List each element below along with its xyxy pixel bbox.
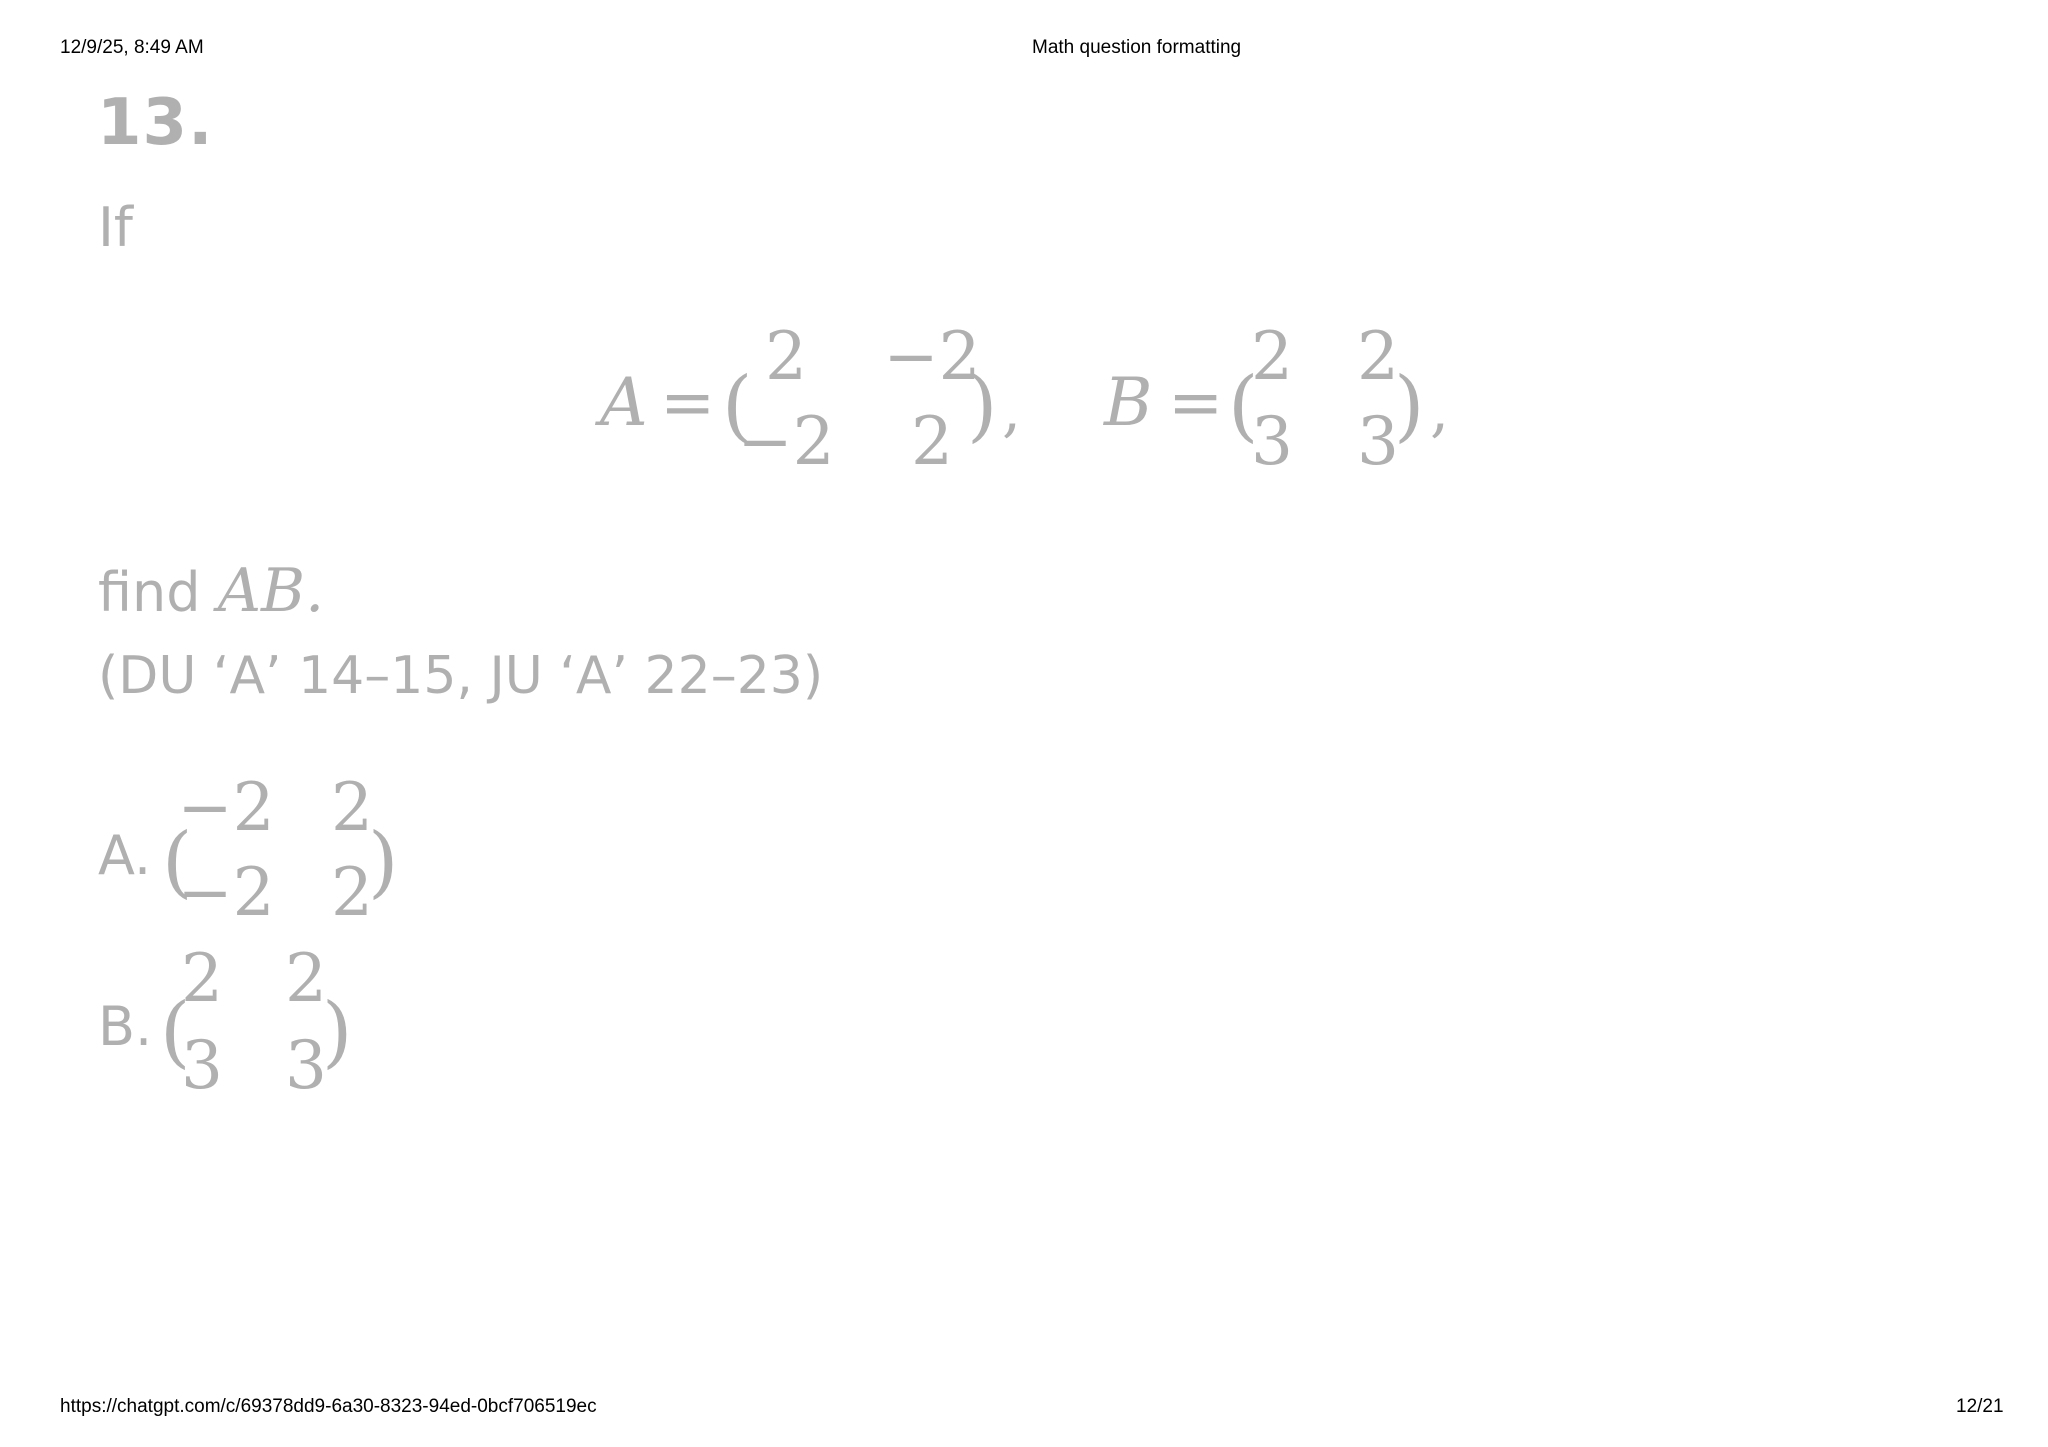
matrix-a-cell: −2	[883, 318, 981, 395]
equals-sign-b: =	[1168, 364, 1224, 441]
matrix-b-left-paren: (	[1228, 361, 1259, 451]
option-a-cell: −2	[177, 854, 275, 931]
option-a-cell: 2	[331, 854, 373, 931]
option-a-cell: 2	[331, 769, 373, 846]
find-prefix: find	[98, 561, 201, 624]
option-b-cell: 2	[285, 940, 327, 1017]
matrix-b-right-paren: )	[1394, 361, 1425, 451]
option-b-label: B.	[98, 995, 153, 1058]
matrix-b-cell: 3	[1251, 403, 1293, 480]
matrix-b-cell: 3	[1357, 403, 1399, 480]
question-number: 13.	[97, 86, 214, 160]
option-b-left-paren: (	[160, 987, 191, 1077]
option-a-matrix	[162, 769, 398, 931]
find-suffix: .	[305, 556, 325, 626]
matrix-a-cell: 2	[765, 318, 807, 395]
comma: ,	[1430, 375, 1450, 445]
matrix-a-left-paren: (	[722, 361, 753, 451]
print-url: https://chatgpt.com/c/69378dd9-6a30-8323-94ed-0bcf706519ec	[60, 1396, 597, 1417]
matrix-a-cell: −2	[737, 403, 835, 480]
option-a-label: A.	[98, 824, 152, 887]
matrix-a-right-paren: )	[967, 361, 998, 451]
matrix-b-cell: 2	[1357, 318, 1399, 395]
option-a-left-paren: (	[162, 817, 193, 907]
print-page-number: 12/21	[1956, 1396, 2004, 1417]
matrix-b-cell: 2	[1251, 318, 1293, 395]
option-b-cell: 2	[181, 940, 223, 1017]
matrix-a-cell: 2	[911, 403, 953, 480]
find-instruction	[98, 556, 324, 626]
question-intro: If	[98, 196, 133, 259]
option-b-cell: 3	[285, 1027, 327, 1104]
option-a-right-paren: )	[368, 817, 399, 907]
option-b-cell: 3	[181, 1027, 223, 1104]
matrix-a-name: A	[600, 364, 648, 441]
matrix-b-name: B	[1104, 364, 1153, 441]
option-b-matrix	[160, 940, 352, 1104]
option-b-right-paren: )	[322, 987, 353, 1077]
matrix-equation	[594, 318, 1449, 480]
question-source: (DU ‘A’ 14–15, JU ‘A’ 22–23)	[98, 646, 824, 706]
option-a-cell: −2	[177, 769, 275, 846]
print-datetime: 12/9/25, 8:49 AM	[60, 37, 204, 58]
equals-sign-a: =	[660, 364, 716, 441]
find-expression: AB	[217, 556, 306, 626]
comma: ,	[1002, 375, 1022, 445]
print-page-title: Math question formatting	[1032, 37, 1242, 58]
